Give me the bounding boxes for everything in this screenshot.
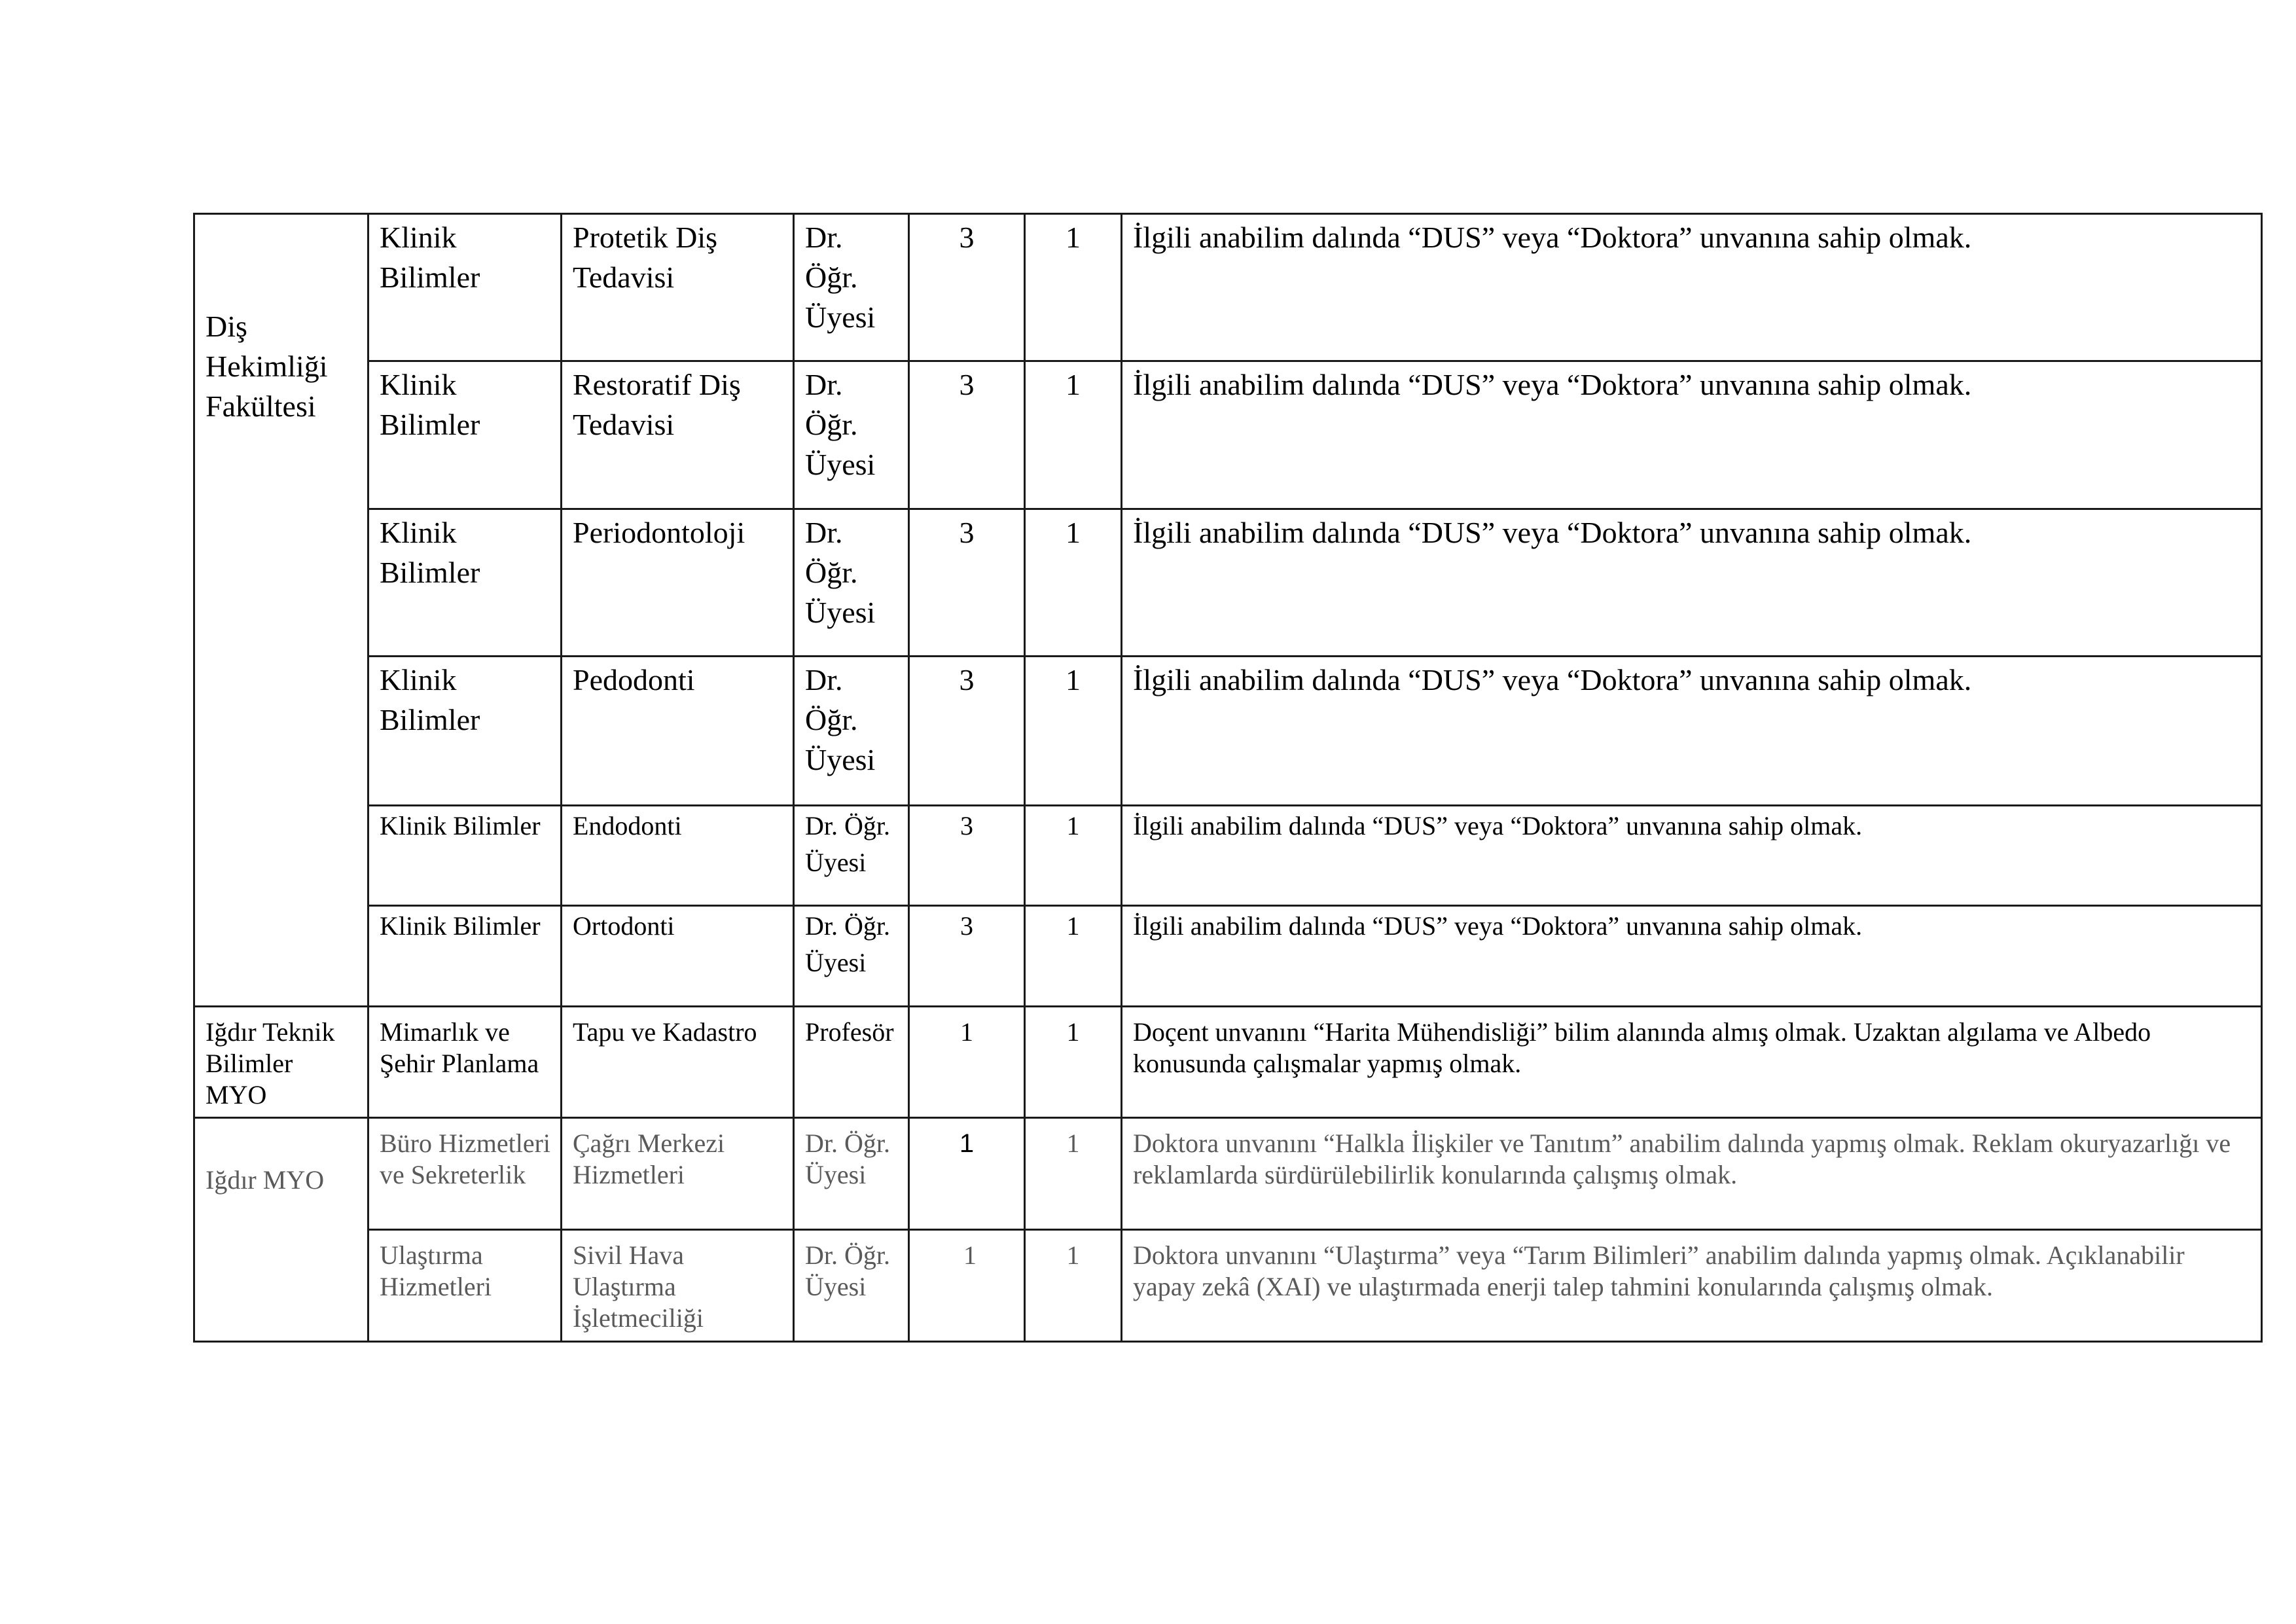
degree-text: 3 <box>960 911 973 941</box>
department-cell <box>367 1117 562 1231</box>
program-text: Ortodonti <box>573 911 675 941</box>
degree-text: 1 <box>963 1240 977 1270</box>
requirement-text: İlgili anabilim dalında “DUS” veya “Doktora” unvanına sahip olmak. <box>1133 811 1863 840</box>
faculty-cell <box>193 1005 369 1119</box>
degree-cell <box>908 655 1026 806</box>
faculty-name: Iğdır Teknik Bilimler MYO <box>206 1017 342 1110</box>
title-cell <box>793 508 910 657</box>
count-cell <box>1024 1005 1122 1119</box>
degree-text: 3 <box>960 811 973 840</box>
title-cell <box>793 655 910 806</box>
count-text: 1 <box>1066 1128 1080 1158</box>
count-text: 1 <box>1066 1240 1080 1270</box>
faculty-name: Iğdır MYO <box>206 1165 325 1195</box>
title-text: Dr. Öğr. Üyesi <box>805 368 876 481</box>
faculty-cell <box>193 1117 369 1343</box>
requirement-cell <box>1121 1117 2263 1231</box>
program-cell <box>560 1005 795 1119</box>
program-text: Çağrı Merkezi Hizmetleri <box>573 1128 732 1189</box>
requirement-text: İlgili anabilim dalında “DUS” veya “Doktora” unvanına sahip olmak. <box>1133 911 1863 941</box>
title-cell <box>793 360 910 510</box>
title-text: Dr. Öğr. Üyesi <box>805 221 876 334</box>
requirement-text: Doktora unvanını “Ulaştırma” veya “Tarım Bilimleri” anabilim dalında yapmış olmak. Açıklanabilir yapay zekâ (XAI) ve ulaştırmada enerji talep tahmini konularında çalışmış olmak. <box>1133 1240 2191 1301</box>
program-text: Restoratif Diş Tedavisi <box>573 368 748 441</box>
degree-cell <box>908 804 1026 907</box>
requirement-cell <box>1121 1005 2263 1119</box>
program-text: Endodonti <box>573 811 682 840</box>
requirement-cell <box>1121 905 2263 1007</box>
requirement-cell <box>1121 1229 2263 1343</box>
degree-cell <box>908 1005 1026 1119</box>
count-text: 1 <box>1066 368 1081 401</box>
title-cell <box>793 1117 910 1231</box>
program-cell <box>560 508 795 657</box>
department-cell <box>367 905 562 1007</box>
title-cell <box>793 1005 910 1119</box>
count-cell <box>1024 213 1122 362</box>
title-text: Dr. Öğr. Üyesi <box>805 1240 897 1301</box>
count-cell <box>1024 1117 1122 1231</box>
degree-text: 1 <box>960 1017 973 1047</box>
degree-text: 1 <box>959 1129 975 1158</box>
count-cell <box>1024 360 1122 510</box>
count-text: 1 <box>1066 1017 1080 1047</box>
count-text: 1 <box>1066 516 1081 549</box>
count-cell <box>1024 1229 1122 1343</box>
requirement-text: İlgili anabilim dalında “DUS” veya “Doktora” unvanına sahip olmak. <box>1133 516 1972 549</box>
program-text: Tapu ve Kadastro <box>573 1017 757 1047</box>
requirement-text: İlgili anabilim dalında “DUS” veya “Doktora” unvanına sahip olmak. <box>1133 221 1972 254</box>
requirement-text: İlgili anabilim dalında “DUS” veya “Doktora” unvanına sahip olmak. <box>1133 663 1972 696</box>
requirement-cell <box>1121 213 2263 362</box>
program-cell <box>560 1117 795 1231</box>
title-cell <box>793 1229 910 1343</box>
degree-text: 3 <box>959 368 975 401</box>
title-text: Dr. Öğr. Üyesi <box>805 811 897 877</box>
department-text: Klinik Bilimler <box>380 811 541 840</box>
title-cell <box>793 213 910 362</box>
degree-cell <box>908 360 1026 510</box>
department-text: Klinik Bilimler <box>380 516 480 589</box>
department-text: Mimarlık ve Şehir Planlama <box>380 1017 539 1078</box>
title-text: Dr. Öğr. Üyesi <box>805 911 897 977</box>
title-text: Dr. Öğr. Üyesi <box>805 1128 897 1189</box>
program-cell <box>560 213 795 362</box>
count-text: 1 <box>1066 811 1080 840</box>
requirement-text: Doçent unvanını “Harita Mühendisliği” bilim alanında almış olmak. Uzaktan algılama ve Albedo konusunda çalışmalar yapmış olmak. <box>1133 1017 2158 1078</box>
program-cell <box>560 655 795 806</box>
department-text: Büro Hizmetleri ve Sekreterlik <box>380 1128 558 1189</box>
degree-cell <box>908 213 1026 362</box>
title-cell <box>793 804 910 907</box>
department-cell <box>367 508 562 657</box>
program-cell <box>560 1229 795 1343</box>
requirement-cell <box>1121 655 2263 806</box>
faculty-name: Diş Hekimliği Fakültesi <box>206 310 336 423</box>
program-cell <box>560 905 795 1007</box>
program-cell <box>560 804 795 907</box>
requirement-text: Doktora unvanını “Halkla İlişkiler ve Tanıtım” anabilim dalında yapmış olmak. Reklam okuryazarlığı ve reklamlarda sürdürülebilirlik konularında çalışmış olmak. <box>1133 1128 2238 1189</box>
degree-cell <box>908 508 1026 657</box>
department-text: Klinik Bilimler <box>380 221 480 294</box>
department-cell <box>367 655 562 806</box>
degree-cell <box>908 905 1026 1007</box>
program-text: Protetik Diş Tedavisi <box>573 221 725 294</box>
program-cell <box>560 360 795 510</box>
department-cell <box>367 360 562 510</box>
degree-text: 3 <box>959 516 975 549</box>
count-text: 1 <box>1066 221 1081 254</box>
count-cell <box>1024 905 1122 1007</box>
title-cell <box>793 905 910 1007</box>
program-text: Pedodonti <box>573 663 695 696</box>
department-cell <box>367 1005 562 1119</box>
title-text: Dr. Öğr. Üyesi <box>805 516 876 629</box>
requirement-cell <box>1121 508 2263 657</box>
department-text: Ulaştırma Hizmetleri <box>380 1240 492 1301</box>
department-text: Klinik Bilimler <box>380 368 480 441</box>
program-text: Sivil Hava Ulaştırma İşletmeciliği <box>573 1240 704 1333</box>
department-text: Klinik Bilimler <box>380 663 480 736</box>
department-text: Klinik Bilimler <box>380 911 541 941</box>
count-cell <box>1024 804 1122 907</box>
title-text: Profesör <box>805 1017 894 1047</box>
faculty-cell <box>193 213 369 1007</box>
degree-cell <box>908 1117 1026 1231</box>
requirement-text: İlgili anabilim dalında “DUS” veya “Doktora” unvanına sahip olmak. <box>1133 368 1972 401</box>
department-cell <box>367 1229 562 1343</box>
program-text: Periodontoloji <box>573 516 745 549</box>
requirement-cell <box>1121 360 2263 510</box>
degree-text: 3 <box>959 221 975 254</box>
department-cell <box>367 804 562 907</box>
department-cell <box>367 213 562 362</box>
count-cell <box>1024 655 1122 806</box>
degree-cell <box>908 1229 1026 1343</box>
count-cell <box>1024 508 1122 657</box>
title-text: Dr. Öğr. Üyesi <box>805 663 876 776</box>
degree-text: 3 <box>959 663 975 696</box>
count-text: 1 <box>1066 911 1080 941</box>
count-text: 1 <box>1066 663 1081 696</box>
requirement-cell <box>1121 804 2263 907</box>
